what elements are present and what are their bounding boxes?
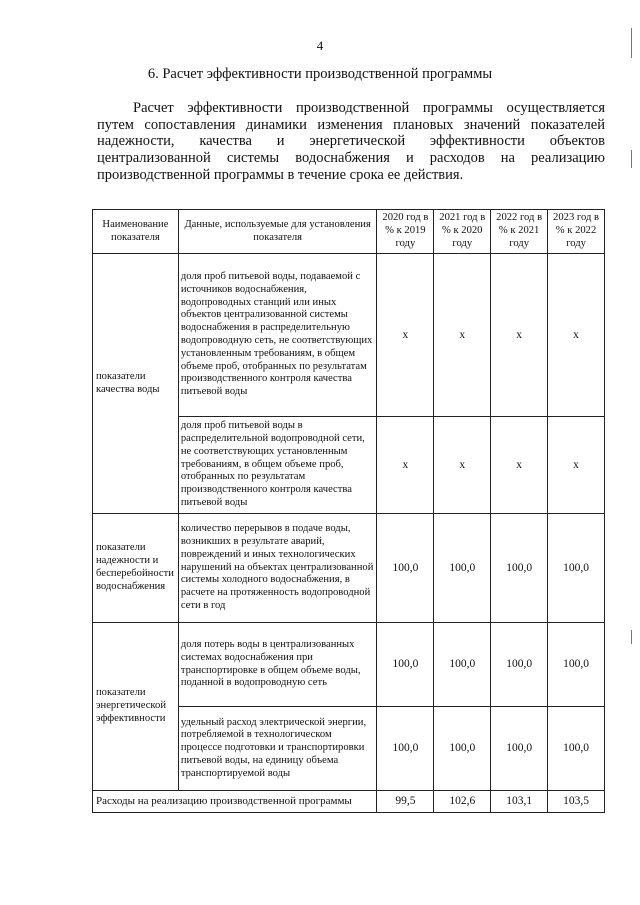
indicator-quality: показатели качества воды xyxy=(93,254,179,514)
efficiency-table xyxy=(92,209,605,813)
value-cell: 100,0 xyxy=(377,623,434,707)
total-value-cell: 103,5 xyxy=(548,791,605,813)
header-indicator-name: Наименование показателя xyxy=(93,210,179,254)
table-row xyxy=(93,254,605,417)
total-value-cell: 102,6 xyxy=(434,791,491,813)
value-cell: х xyxy=(491,254,548,417)
value-cell: 100,0 xyxy=(377,514,434,623)
header-year-2021: 2021 год в % к 2020 году xyxy=(434,210,491,254)
value-cell: 100,0 xyxy=(434,623,491,707)
total-label: Расходы на реализацию производственной программы xyxy=(93,791,377,813)
indicator-energy-efficiency: показатели энергетической эффективности xyxy=(93,623,179,791)
section-heading: 6. Расчет эффективности производственной программы xyxy=(147,66,493,82)
value-cell: х xyxy=(377,254,434,417)
scan-edge-mark xyxy=(631,630,632,644)
value-cell: 100,0 xyxy=(491,707,548,791)
scan-edge-mark xyxy=(631,28,632,58)
value-cell: 100,0 xyxy=(434,707,491,791)
value-cell: х xyxy=(548,417,605,514)
indicator-reliability: показатели надежности и бесперебойности водоснабжения xyxy=(93,514,179,623)
indicator-data-cell: количество перерывов в подаче воды, возникших в результате аварий, повреждений и иных технологических нарушений на объектах централизованной системы холодного водоснабжения, в расчете на протяженность водопроводной сети в год xyxy=(178,514,377,623)
indicator-data-cell: доля проб питьевой воды в распределительной водопроводной сети, не соответствующих установленным требованиям, в общем объеме проб, отобранных по результатам производственного контроля качества питьевой воды xyxy=(178,417,377,514)
value-cell: 100,0 xyxy=(548,514,605,623)
value-cell: 100,0 xyxy=(434,514,491,623)
total-row xyxy=(93,791,605,813)
value-cell: 100,0 xyxy=(377,707,434,791)
indicator-data-cell: удельный расход электрической энергии, потребляемой в технологическом процессе подготовки и транспортировки питьевой воды, на единицу объема транспортируемой воды xyxy=(178,707,377,791)
intro-paragraph: Расчет эффективности производственной программы осуществляется путем сопоставления динамики изменения плановых значений показателей надежности, качества и энергетической эффективности объектов централизованной системы водоснабжения и расходов на реализацию производственной программы в течение срока ее действия. xyxy=(97,100,605,183)
indicator-data-cell: доля потерь воды в централизованных системах водоснабжения при транспортировке в общем объеме воды, поданной в водопроводную сеть xyxy=(178,623,377,707)
value-cell: 100,0 xyxy=(548,623,605,707)
total-value-cell: 103,1 xyxy=(491,791,548,813)
value-cell: х xyxy=(434,254,491,417)
value-cell: 100,0 xyxy=(548,707,605,791)
value-cell: 100,0 xyxy=(491,514,548,623)
header-year-2020: 2020 год в % к 2019 году xyxy=(377,210,434,254)
value-cell: 100,0 xyxy=(491,623,548,707)
header-indicator-data: Данные, используемые для установления показателя xyxy=(178,210,377,254)
scan-edge-mark xyxy=(631,150,632,168)
table-row xyxy=(93,623,605,707)
indicator-data-cell: доля проб питьевой воды, подаваемой с источников водоснабжения, водопроводных станций или иных объектов централизованной системы водоснабжения в распределительную водопроводную сеть, не соответствующих установленным требованиям, в общем объеме проб, отобранных по результатам производственного контроля качества питьевой воды xyxy=(178,254,377,417)
table-row xyxy=(93,514,605,623)
header-year-2022: 2022 год в % к 2021 году xyxy=(491,210,548,254)
page-number: 4 xyxy=(316,38,324,53)
header-year-2023: 2023 год в % к 2022 году xyxy=(548,210,605,254)
total-value-cell: 99,5 xyxy=(377,791,434,813)
value-cell: х xyxy=(377,417,434,514)
value-cell: х xyxy=(548,254,605,417)
value-cell: х xyxy=(434,417,491,514)
value-cell: х xyxy=(491,417,548,514)
